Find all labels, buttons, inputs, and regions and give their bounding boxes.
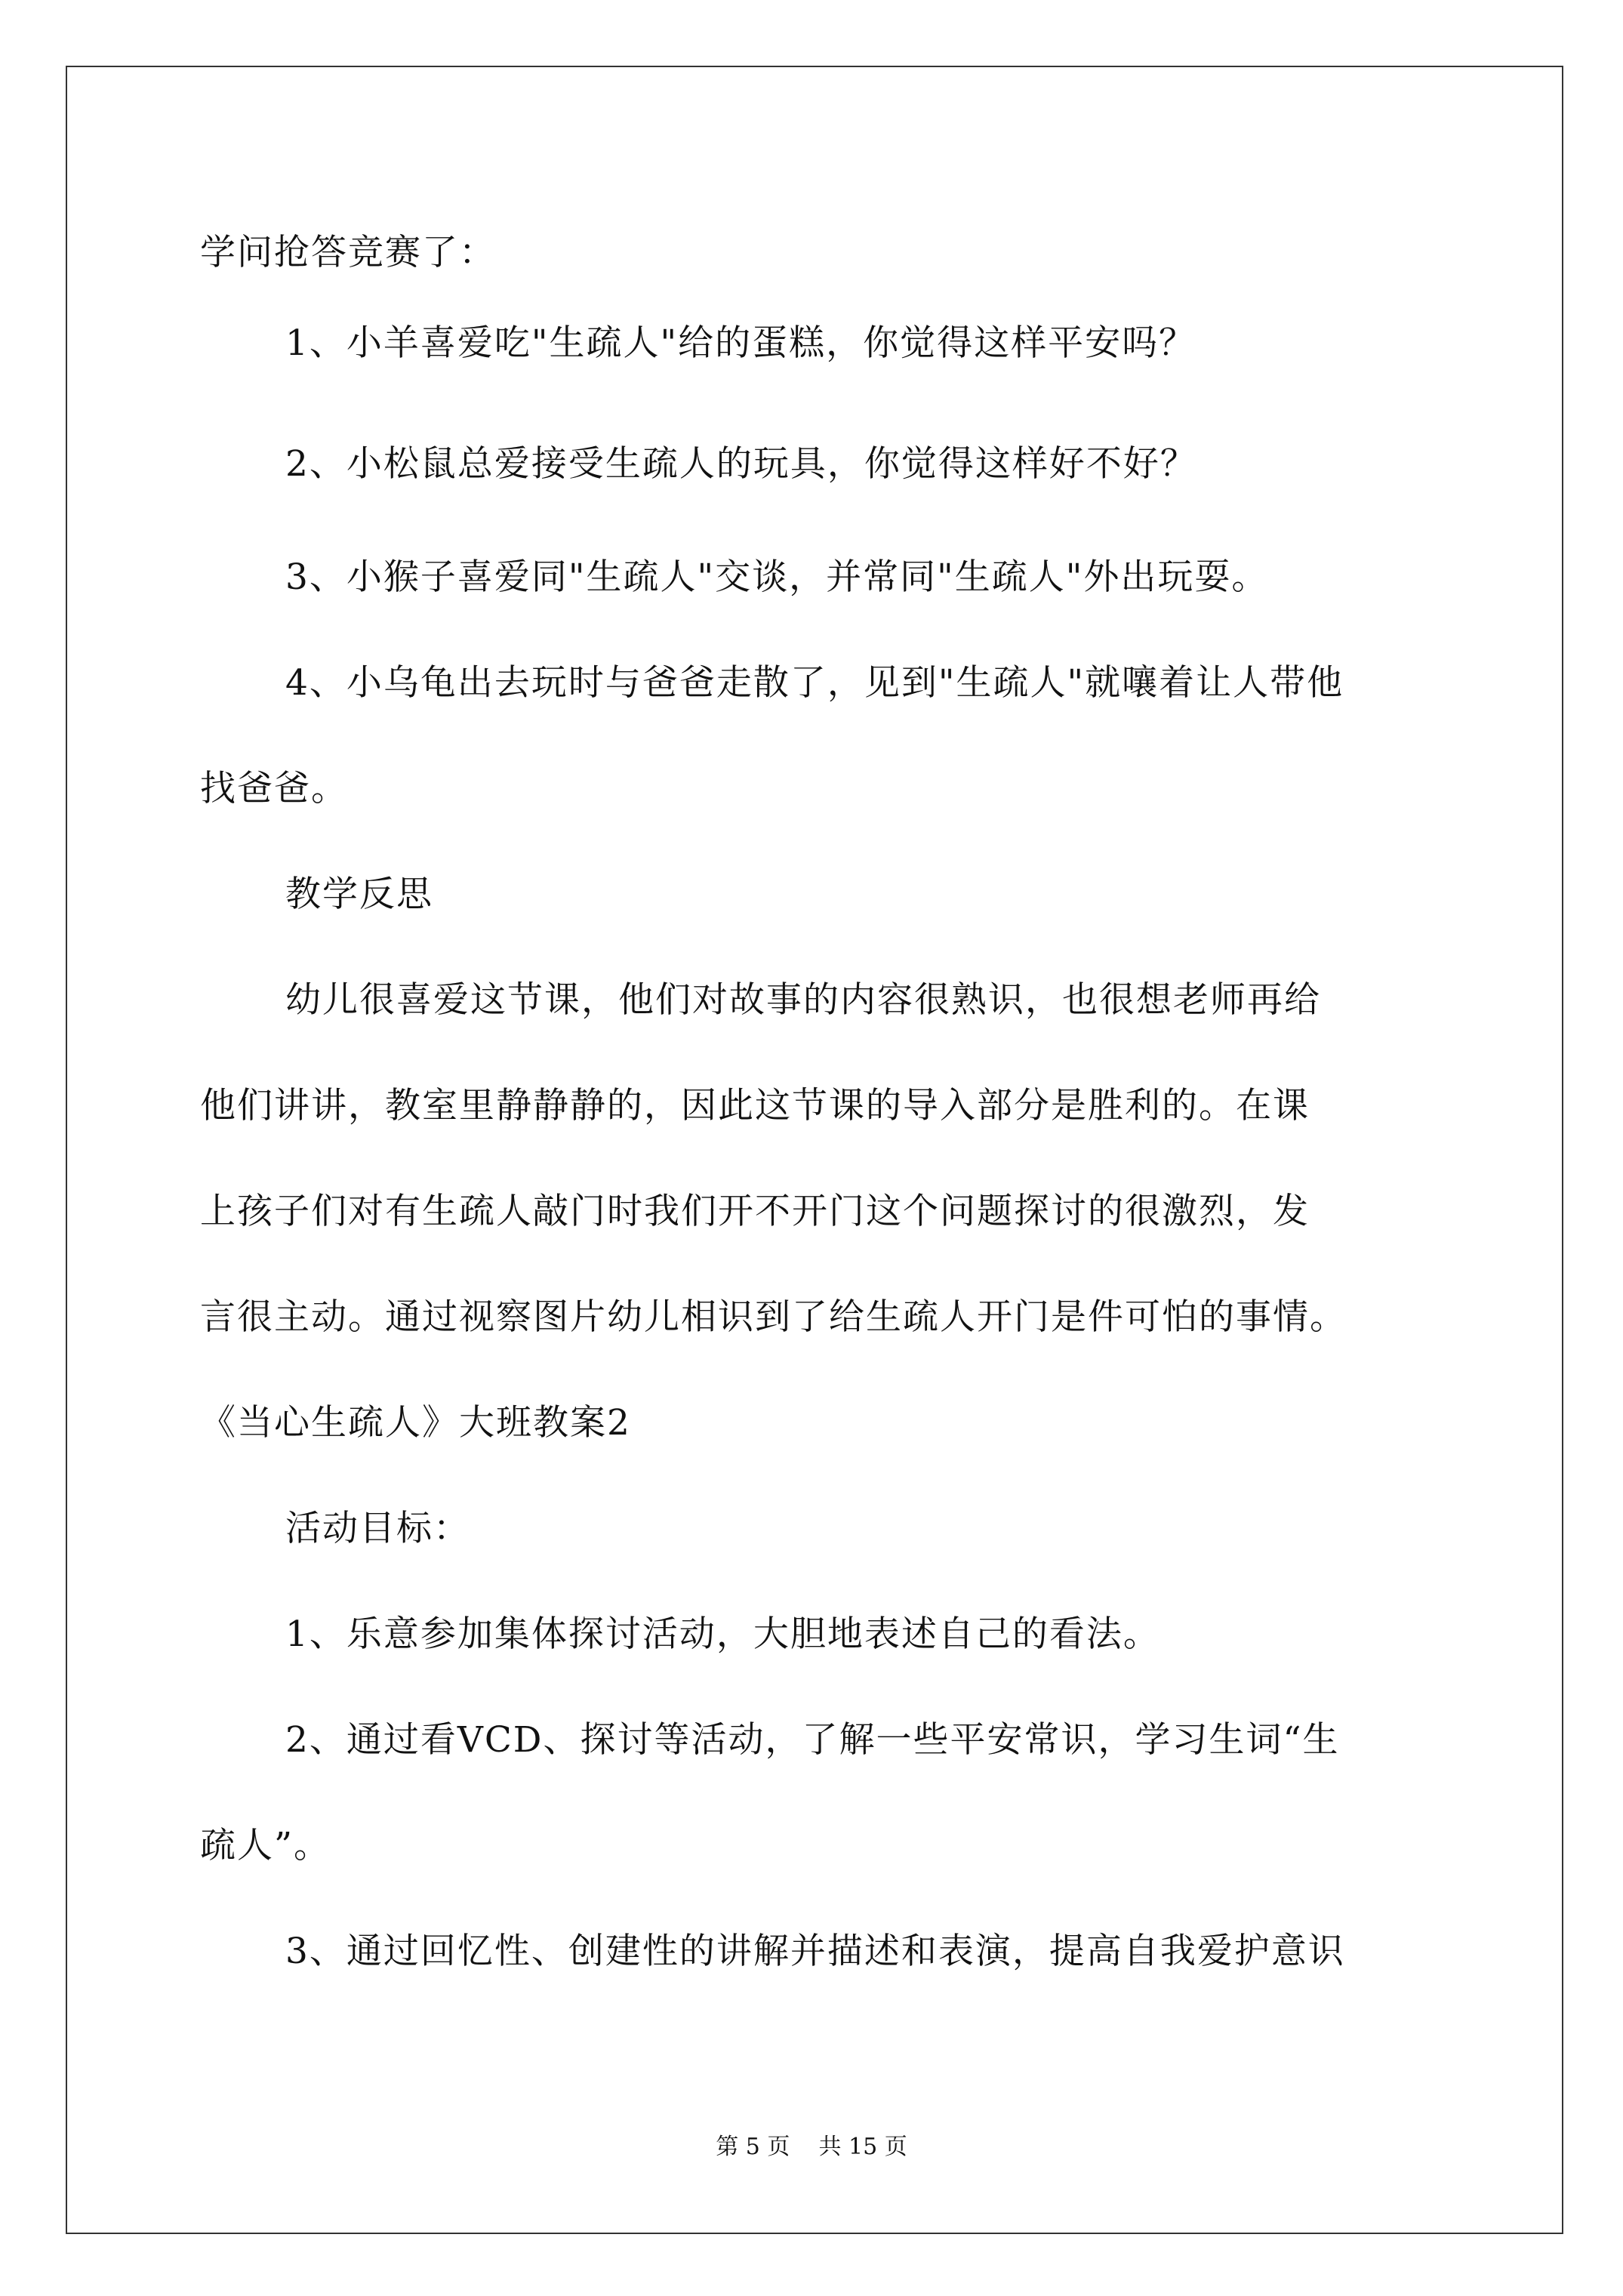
reflection-line-1: 幼儿很喜爱这节课，他们对故事的内容很熟识，也很想老师再给	[285, 979, 1321, 1021]
question-1: 1、小羊喜爱吃"生疏人"给的蛋糕，你觉得这样平安吗？	[285, 322, 1196, 364]
section-heading-goals: 活动目标：	[285, 1508, 470, 1549]
page-number: 第 5 页 共 15 页	[716, 2134, 907, 2160]
page-border	[66, 66, 1563, 2234]
lesson-plan-title: 《当心生疏人》大班教案2	[200, 1402, 631, 1444]
question-4: 4、小乌龟出去玩时与爸爸走散了，见到"生疏人"就嚷着让人带他	[285, 662, 1344, 704]
reflection-line-3: 上孩子们对有生疏人敲门时我们开不开门这个问题探讨的很激烈，发	[200, 1191, 1310, 1232]
text-line-1: 学问抢答竞赛了：	[200, 232, 496, 273]
section-heading-reflection: 教学反思	[285, 874, 433, 915]
goal-3: 3、通过回忆性、创建性的讲解并描述和表演，提高自我爱护意识	[285, 1931, 1345, 1972]
goal-2-continued: 疏人”。	[200, 1825, 331, 1866]
question-4-continued: 找爸爸。	[200, 768, 348, 809]
goal-1: 1、乐意参加集体探讨活动，大胆地表述自己的看法。	[285, 1613, 1160, 1655]
reflection-line-4: 言很主动。通过视察图片幼儿相识到了给生疏人开门是件可怕的事情。	[200, 1296, 1347, 1338]
reflection-line-2: 他们讲讲，教室里静静静的，因此这节课的导入部分是胜利的。在课	[200, 1085, 1310, 1126]
question-3: 3、小猴子喜爱同"生疏人"交谈，并常同"生疏人"外出玩耍。	[285, 556, 1269, 598]
goal-2: 2、通过看VCD、探讨等活动，了解一些平安常识，学习生词“生	[285, 1719, 1340, 1761]
question-2: 2、小松鼠总爱接受生疏人的玩具，你觉得这样好不好？	[285, 443, 1197, 485]
